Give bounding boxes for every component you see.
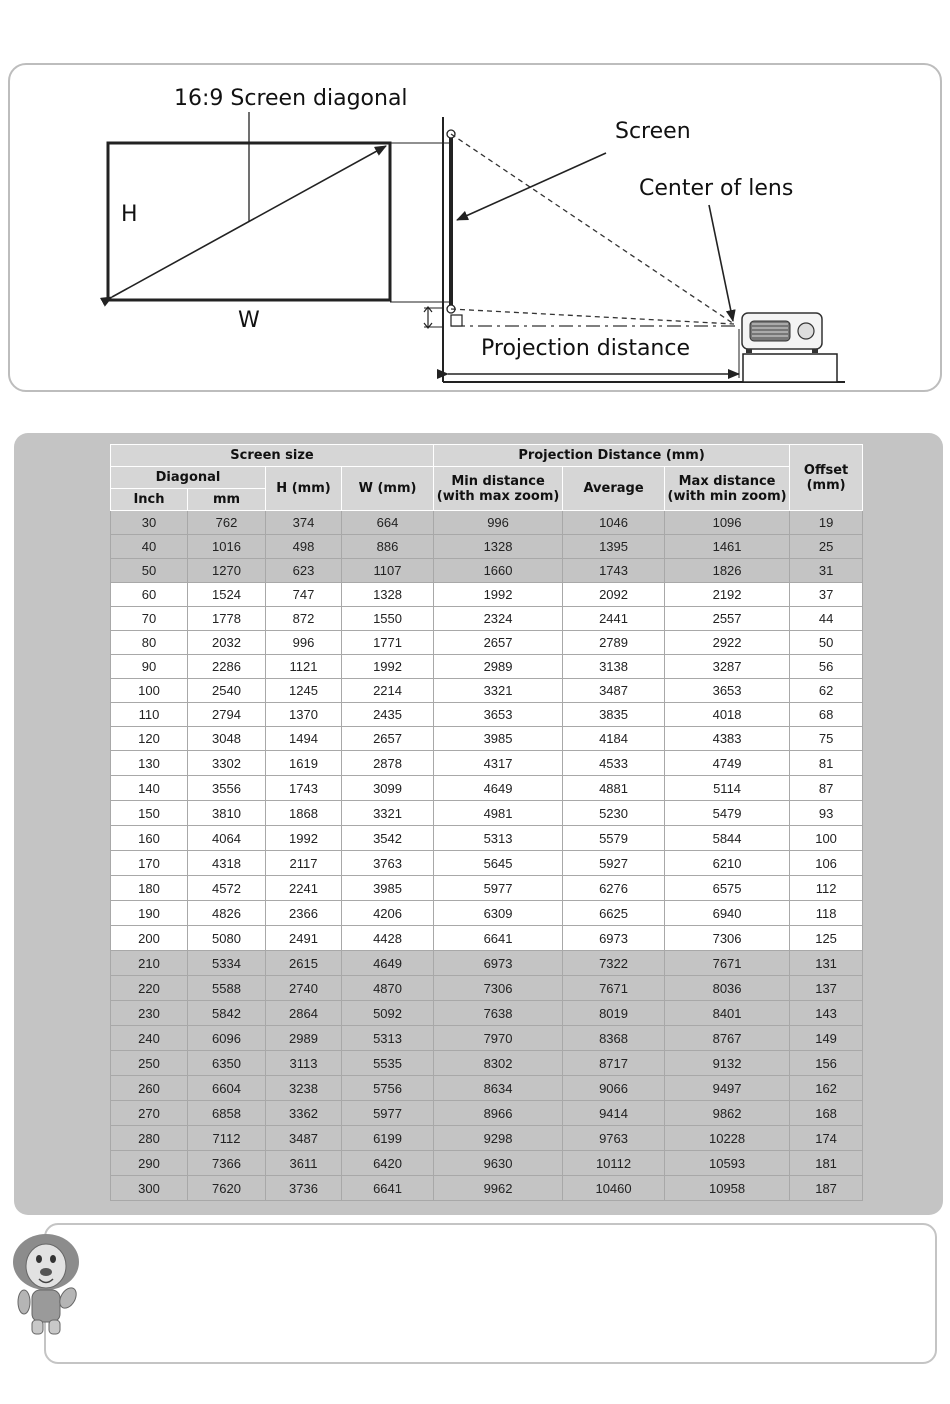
cell-max: 9497 <box>665 1076 790 1101</box>
table-row <box>111 951 863 976</box>
cell-offset: 181 <box>790 1151 863 1176</box>
cell-average: 3138 <box>563 655 665 679</box>
cell-mm: 3810 <box>188 801 266 826</box>
cell-offset: 75 <box>790 727 863 751</box>
cell-min: 1328 <box>434 535 563 559</box>
cell-max: 5844 <box>665 826 790 851</box>
cell-inch: 150 <box>111 801 188 826</box>
cell-min: 2324 <box>434 607 563 631</box>
cell-average: 4533 <box>563 751 665 776</box>
table-row <box>111 511 863 535</box>
cell-max: 3653 <box>665 679 790 703</box>
cell-max: 4018 <box>665 703 790 727</box>
upper-beam <box>451 134 734 324</box>
screen-label: Screen <box>615 119 691 144</box>
cell-w: 6420 <box>342 1151 434 1176</box>
cell-average: 9414 <box>563 1101 665 1126</box>
cell-min: 1992 <box>434 583 563 607</box>
cell-mm: 1016 <box>188 535 266 559</box>
cell-h: 1992 <box>266 826 342 851</box>
cell-mm: 5842 <box>188 1001 266 1026</box>
cell-max: 2922 <box>665 631 790 655</box>
cell-min: 2989 <box>434 655 563 679</box>
cell-inch: 40 <box>111 535 188 559</box>
table-row <box>111 727 863 751</box>
cell-offset: 174 <box>790 1126 863 1151</box>
cell-inch: 230 <box>111 1001 188 1026</box>
cell-min: 4649 <box>434 776 563 801</box>
screen-pointer-arrow <box>457 153 606 220</box>
cell-mm: 4318 <box>188 851 266 876</box>
cell-average: 8368 <box>563 1026 665 1051</box>
cell-offset: 187 <box>790 1176 863 1201</box>
table-row <box>111 703 863 727</box>
cell-w: 3099 <box>342 776 434 801</box>
cell-mm: 2794 <box>188 703 266 727</box>
cell-h: 3113 <box>266 1051 342 1076</box>
cell-w: 3321 <box>342 801 434 826</box>
cell-mm: 2286 <box>188 655 266 679</box>
table-row <box>111 1151 863 1176</box>
cell-mm: 4064 <box>188 826 266 851</box>
cell-inch: 300 <box>111 1176 188 1201</box>
cell-h: 2740 <box>266 976 342 1001</box>
cell-h: 623 <box>266 559 342 583</box>
width-label: W <box>238 308 260 333</box>
cell-w: 5313 <box>342 1026 434 1051</box>
cell-average: 5579 <box>563 826 665 851</box>
table-row <box>111 1026 863 1051</box>
cell-min: 3985 <box>434 727 563 751</box>
cell-average: 3835 <box>563 703 665 727</box>
cell-w: 1328 <box>342 583 434 607</box>
cell-mm: 4572 <box>188 876 266 901</box>
cell-offset: 68 <box>790 703 863 727</box>
cell-min: 3321 <box>434 679 563 703</box>
table-body <box>111 511 863 1201</box>
cell-max: 10593 <box>665 1151 790 1176</box>
lens-pointer-arrow <box>709 205 733 321</box>
cell-w: 5092 <box>342 1001 434 1026</box>
cell-average: 6973 <box>563 926 665 951</box>
cell-mm: 7366 <box>188 1151 266 1176</box>
cell-average: 9066 <box>563 1076 665 1101</box>
cell-mm: 3048 <box>188 727 266 751</box>
header-average: Average <box>563 467 665 511</box>
cell-h: 2491 <box>266 926 342 951</box>
cell-h: 3362 <box>266 1101 342 1126</box>
cell-average: 4881 <box>563 776 665 801</box>
table-row <box>111 655 863 679</box>
cell-max: 2192 <box>665 583 790 607</box>
cell-h: 1619 <box>266 751 342 776</box>
cell-h: 1868 <box>266 801 342 826</box>
cell-offset: 87 <box>790 776 863 801</box>
projection-diagram-panel <box>8 63 942 392</box>
table-row <box>111 1176 863 1201</box>
cell-offset: 100 <box>790 826 863 851</box>
cell-offset: 162 <box>790 1076 863 1101</box>
cell-max: 8036 <box>665 976 790 1001</box>
cell-w: 6199 <box>342 1126 434 1151</box>
cell-min: 7306 <box>434 976 563 1001</box>
cell-average: 8717 <box>563 1051 665 1076</box>
cell-offset: 37 <box>790 583 863 607</box>
table-row <box>111 901 863 926</box>
cell-min: 8302 <box>434 1051 563 1076</box>
table-row <box>111 607 863 631</box>
cell-offset: 19 <box>790 511 863 535</box>
cell-mm: 2540 <box>188 679 266 703</box>
cell-inch: 30 <box>111 511 188 535</box>
cell-average: 9763 <box>563 1126 665 1151</box>
cell-max: 9862 <box>665 1101 790 1126</box>
cell-max: 1096 <box>665 511 790 535</box>
cell-average: 5230 <box>563 801 665 826</box>
cell-h: 2864 <box>266 1001 342 1026</box>
cell-mm: 3556 <box>188 776 266 801</box>
cell-min: 5645 <box>434 851 563 876</box>
cell-h: 1121 <box>266 655 342 679</box>
projector-table <box>743 354 837 382</box>
cell-min: 4981 <box>434 801 563 826</box>
cell-min: 996 <box>434 511 563 535</box>
table-row <box>111 801 863 826</box>
cell-average: 1743 <box>563 559 665 583</box>
cell-inch: 290 <box>111 1151 188 1176</box>
table-row <box>111 1076 863 1101</box>
cell-mm: 4826 <box>188 901 266 926</box>
cell-inch: 140 <box>111 776 188 801</box>
cell-offset: 125 <box>790 926 863 951</box>
cell-mm: 1778 <box>188 607 266 631</box>
cell-w: 4428 <box>342 926 434 951</box>
cell-inch: 240 <box>111 1026 188 1051</box>
cell-max: 10228 <box>665 1126 790 1151</box>
cell-h: 3611 <box>266 1151 342 1176</box>
spec-table-panel <box>14 433 943 1215</box>
header-projection-distance: Projection Distance (mm) <box>434 445 790 467</box>
height-label: H <box>121 202 138 227</box>
cell-w: 3763 <box>342 851 434 876</box>
cell-min: 4317 <box>434 751 563 776</box>
cell-mm: 6096 <box>188 1026 266 1051</box>
cell-w: 1771 <box>342 631 434 655</box>
cell-w: 3985 <box>342 876 434 901</box>
cell-offset: 81 <box>790 751 863 776</box>
table-row <box>111 826 863 851</box>
table-row <box>111 679 863 703</box>
table-row <box>111 1051 863 1076</box>
cell-mm: 1524 <box>188 583 266 607</box>
cell-min: 6973 <box>434 951 563 976</box>
cell-offset: 62 <box>790 679 863 703</box>
cell-min: 5977 <box>434 876 563 901</box>
cell-offset: 56 <box>790 655 863 679</box>
projector-icon <box>742 313 822 353</box>
cell-w: 1550 <box>342 607 434 631</box>
cell-h: 2366 <box>266 901 342 926</box>
center-lens-label: Center of lens <box>639 176 794 201</box>
cell-max: 3287 <box>665 655 790 679</box>
cell-w: 1992 <box>342 655 434 679</box>
cell-w: 1107 <box>342 559 434 583</box>
cell-w: 886 <box>342 535 434 559</box>
cell-max: 7306 <box>665 926 790 951</box>
cell-inch: 80 <box>111 631 188 655</box>
offset-block <box>451 315 462 326</box>
table-row <box>111 583 863 607</box>
cell-mm: 6350 <box>188 1051 266 1076</box>
cell-max: 10958 <box>665 1176 790 1201</box>
cell-average: 10112 <box>563 1151 665 1176</box>
cell-offset: 112 <box>790 876 863 901</box>
cell-mm: 6604 <box>188 1076 266 1101</box>
projection-table <box>110 444 863 1201</box>
cell-inch: 50 <box>111 559 188 583</box>
cell-inch: 170 <box>111 851 188 876</box>
cell-min: 6309 <box>434 901 563 926</box>
header-inch: Inch <box>111 489 188 511</box>
cell-mm: 5080 <box>188 926 266 951</box>
cell-w: 5756 <box>342 1076 434 1101</box>
cell-h: 2989 <box>266 1026 342 1051</box>
cell-inch: 270 <box>111 1101 188 1126</box>
table-row <box>111 1101 863 1126</box>
cell-inch: 90 <box>111 655 188 679</box>
cell-h: 374 <box>266 511 342 535</box>
cell-mm: 3302 <box>188 751 266 776</box>
cell-inch: 100 <box>111 679 188 703</box>
cell-h: 2615 <box>266 951 342 976</box>
cell-mm: 1270 <box>188 559 266 583</box>
cell-h: 2117 <box>266 851 342 876</box>
cell-inch: 120 <box>111 727 188 751</box>
cell-max: 4749 <box>665 751 790 776</box>
cell-inch: 60 <box>111 583 188 607</box>
cell-average: 10460 <box>563 1176 665 1201</box>
cell-min: 5313 <box>434 826 563 851</box>
lower-beam <box>451 309 734 324</box>
cell-average: 6276 <box>563 876 665 901</box>
cell-w: 3542 <box>342 826 434 851</box>
cell-h: 747 <box>266 583 342 607</box>
cell-offset: 118 <box>790 901 863 926</box>
cell-average: 7671 <box>563 976 665 1001</box>
cell-max: 5114 <box>665 776 790 801</box>
header-offset: Offset (mm) <box>790 445 863 511</box>
cell-h: 1494 <box>266 727 342 751</box>
cell-h: 3238 <box>266 1076 342 1101</box>
projection-distance-label: Projection distance <box>481 336 690 361</box>
cell-inch: 280 <box>111 1126 188 1151</box>
cell-inch: 200 <box>111 926 188 951</box>
cell-inch: 70 <box>111 607 188 631</box>
table-row <box>111 876 863 901</box>
header-min-distance: Min distance (with max zoom) <box>434 467 563 511</box>
cell-max: 9132 <box>665 1051 790 1076</box>
cell-mm: 7620 <box>188 1176 266 1201</box>
cell-offset: 131 <box>790 951 863 976</box>
cell-inch: 160 <box>111 826 188 851</box>
cell-inch: 220 <box>111 976 188 1001</box>
diagonal-label: 16:9 Screen diagonal <box>174 86 408 111</box>
cell-inch: 210 <box>111 951 188 976</box>
cell-min: 8966 <box>434 1101 563 1126</box>
cell-offset: 50 <box>790 631 863 655</box>
cell-inch: 130 <box>111 751 188 776</box>
header-max-distance: Max distance (with min zoom) <box>665 467 790 511</box>
table-row <box>111 776 863 801</box>
cell-min: 3653 <box>434 703 563 727</box>
cell-min: 8634 <box>434 1076 563 1101</box>
cell-min: 7970 <box>434 1026 563 1051</box>
cell-h: 498 <box>266 535 342 559</box>
cell-inch: 250 <box>111 1051 188 1076</box>
cell-offset: 106 <box>790 851 863 876</box>
cell-min: 6641 <box>434 926 563 951</box>
cell-w: 2435 <box>342 703 434 727</box>
cell-w: 6641 <box>342 1176 434 1201</box>
cell-average: 2092 <box>563 583 665 607</box>
table-row <box>111 631 863 655</box>
cell-average: 3487 <box>563 679 665 703</box>
header-h: H (mm) <box>266 467 342 511</box>
cell-h: 2241 <box>266 876 342 901</box>
cell-offset: 44 <box>790 607 863 631</box>
cell-w: 2657 <box>342 727 434 751</box>
cell-max: 5479 <box>665 801 790 826</box>
cell-mm: 5588 <box>188 976 266 1001</box>
cell-offset: 25 <box>790 535 863 559</box>
cell-offset: 31 <box>790 559 863 583</box>
cell-average: 1395 <box>563 535 665 559</box>
cell-min: 7638 <box>434 1001 563 1026</box>
cell-average: 7322 <box>563 951 665 976</box>
table-row <box>111 1001 863 1026</box>
cell-w: 5535 <box>342 1051 434 1076</box>
cell-inch: 260 <box>111 1076 188 1101</box>
cell-w: 4870 <box>342 976 434 1001</box>
table-row <box>111 851 863 876</box>
cell-offset: 149 <box>790 1026 863 1051</box>
header-w: W (mm) <box>342 467 434 511</box>
cell-mm: 5334 <box>188 951 266 976</box>
cell-mm: 6858 <box>188 1101 266 1126</box>
cell-average: 8019 <box>563 1001 665 1026</box>
cell-max: 6210 <box>665 851 790 876</box>
cell-mm: 2032 <box>188 631 266 655</box>
cell-offset: 93 <box>790 801 863 826</box>
lion-mascot-icon <box>8 1232 84 1338</box>
table-row <box>111 926 863 951</box>
cell-min: 9630 <box>434 1151 563 1176</box>
cell-inch: 180 <box>111 876 188 901</box>
cell-max: 1461 <box>665 535 790 559</box>
cell-w: 4649 <box>342 951 434 976</box>
header-diagonal: Diagonal <box>111 467 266 489</box>
cell-average: 5927 <box>563 851 665 876</box>
header-mm: mm <box>188 489 266 511</box>
cell-h: 1743 <box>266 776 342 801</box>
cell-average: 4184 <box>563 727 665 751</box>
cell-offset: 137 <box>790 976 863 1001</box>
cell-w: 5977 <box>342 1101 434 1126</box>
cell-offset: 156 <box>790 1051 863 1076</box>
cell-max: 6575 <box>665 876 790 901</box>
cell-h: 996 <box>266 631 342 655</box>
cell-max: 4383 <box>665 727 790 751</box>
cell-inch: 110 <box>111 703 188 727</box>
cell-mm: 7112 <box>188 1126 266 1151</box>
cell-w: 2878 <box>342 751 434 776</box>
cell-offset: 168 <box>790 1101 863 1126</box>
cell-inch: 190 <box>111 901 188 926</box>
cell-max: 7671 <box>665 951 790 976</box>
cell-average: 2789 <box>563 631 665 655</box>
cell-average: 1046 <box>563 511 665 535</box>
cell-min: 9298 <box>434 1126 563 1151</box>
cell-max: 1826 <box>665 559 790 583</box>
cell-h: 1245 <box>266 679 342 703</box>
cell-max: 8767 <box>665 1026 790 1051</box>
table-row <box>111 1126 863 1151</box>
cell-h: 3736 <box>266 1176 342 1201</box>
cell-average: 2441 <box>563 607 665 631</box>
cell-w: 664 <box>342 511 434 535</box>
cell-min: 2657 <box>434 631 563 655</box>
cell-min: 1660 <box>434 559 563 583</box>
cell-h: 3487 <box>266 1126 342 1151</box>
table-row <box>111 751 863 776</box>
cell-min: 9962 <box>434 1176 563 1201</box>
table-row <box>111 559 863 583</box>
header-screen-size: Screen size <box>111 445 434 467</box>
cell-w: 4206 <box>342 901 434 926</box>
cell-max: 8401 <box>665 1001 790 1026</box>
cell-max: 6940 <box>665 901 790 926</box>
table-row <box>111 535 863 559</box>
note-box <box>44 1223 937 1364</box>
projection-diagram <box>10 65 944 394</box>
cell-offset: 143 <box>790 1001 863 1026</box>
cell-h: 1370 <box>266 703 342 727</box>
cell-max: 2557 <box>665 607 790 631</box>
cell-average: 6625 <box>563 901 665 926</box>
table-row <box>111 976 863 1001</box>
cell-mm: 762 <box>188 511 266 535</box>
cell-h: 872 <box>266 607 342 631</box>
cell-w: 2214 <box>342 679 434 703</box>
